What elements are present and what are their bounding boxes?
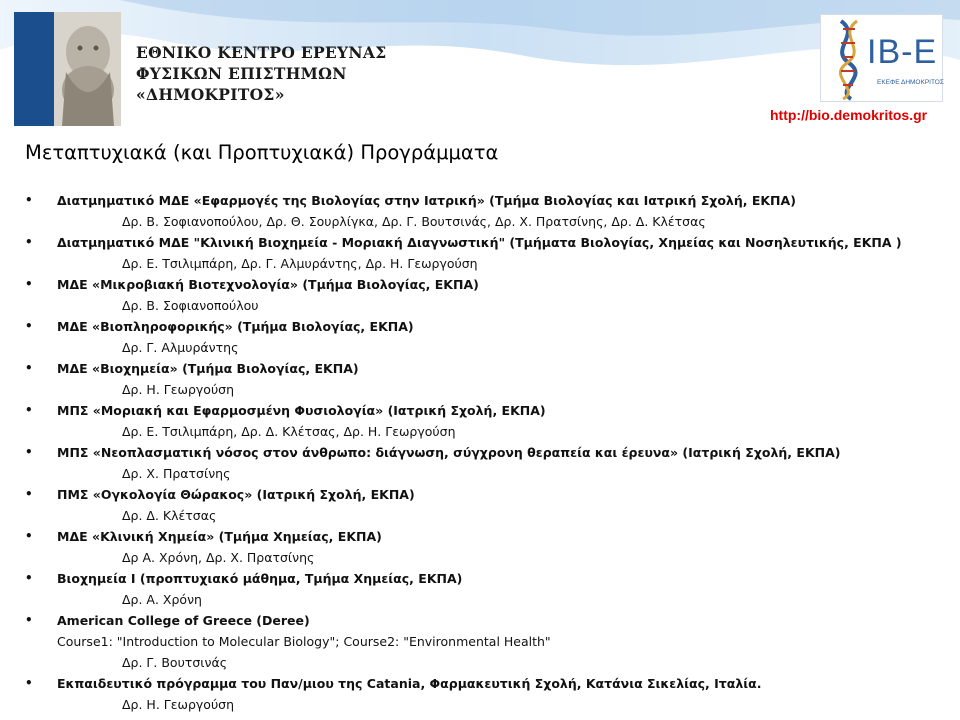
org-line-2: ΦΥΣΙΚΩΝ ΕΠΙΣΤΗΜΩΝ (136, 64, 347, 83)
bullet-icon: • (25, 487, 33, 501)
ibe-logo-subtext: ΕΚΕΦΕ ΔΗΜΟΚΡΙΤΟΣ (877, 79, 944, 86)
program-people: Δρ. Γ. Αλμυράντης (122, 340, 239, 355)
program-item (25, 610, 902, 673)
program-title: Διατμηματικό ΜΔΕ "Κλινική Βιοχημεία - Μοριακή Διαγνωστική" (Τμήματα Βιολογίας, Χημείας και Νοσηλευτικής, ΕΚΠΑ ) (57, 235, 902, 250)
ibe-logo-text: IB-E (867, 33, 938, 71)
program-people: Δρ. Α. Χρόνη (122, 592, 202, 607)
program-title: ΜΠΣ «Μοριακή και Εφαρμοσμένη Φυσιολογία» (Ιατρική Σχολή, ΕΚΠΑ) (57, 403, 546, 418)
program-item (25, 526, 902, 568)
program-title: ΠΜΣ «Ογκολογία Θώρακος» (Ιατρική Σχολή, ΕΚΠΑ) (57, 487, 415, 502)
program-item (25, 190, 902, 232)
bullet-icon: • (25, 403, 33, 417)
bullet-icon: • (25, 529, 33, 543)
bullet-icon: • (25, 193, 33, 207)
program-item (25, 316, 902, 358)
program-title: ΜΔΕ «Βιοχημεία» (Τμήμα Βιολογίας, ΕΚΠΑ) (57, 361, 359, 376)
program-people: Δρ. Β. Σοφιανοπούλου (122, 298, 259, 313)
bullet-icon: • (25, 319, 33, 333)
bullet-icon: • (25, 361, 33, 375)
program-people: Δρ Α. Χρόνη, Δρ. Χ. Πρατσίνης (122, 550, 315, 565)
program-people: Δρ. Γ. Βουτσινάς (122, 655, 228, 670)
program-title: ΜΔΕ «Κλινική Χημεία» (Τμήμα Χημείας, ΕΚΠΑ) (57, 529, 382, 544)
program-item (25, 274, 902, 316)
program-courses: Course1: "Introduction to Molecular Biology"; Course2: "Environmental Health" (57, 634, 551, 649)
program-list (25, 190, 902, 715)
program-item (25, 568, 902, 610)
program-people: Δρ. Β. Σοφιανοπούλου, Δρ. Θ. Σουρλίγκα, Δρ. Γ. Βουτσινάς, Δρ. Χ. Πρατσίνης, Δρ. Δ. Κλέτσας (122, 214, 706, 229)
organization-name (136, 42, 386, 105)
program-item (25, 358, 902, 400)
program-title: ΜΔΕ «Μικροβιακή Βιοτεχνολογία» (Τμήμα Βιολογίας, ΕΚΠΑ) (57, 277, 479, 292)
org-line-3: «ΔΗΜΟΚΡΙΤΟΣ» (136, 85, 285, 104)
program-title: ΜΔΕ «Βιοπληροφορικής» (Τμήμα Βιολογίας, ΕΚΠΑ) (57, 319, 414, 334)
bullet-icon: • (25, 676, 33, 690)
bullet-icon: • (25, 613, 33, 627)
program-item (25, 673, 902, 715)
bullet-icon: • (25, 235, 33, 249)
program-people: Δρ. Η. Γεωργούση (122, 382, 235, 397)
program-people: Δρ. Ε. Τσιλιμπάρη, Δρ. Δ. Κλέτσας, Δρ. Η. Γεωργούση (122, 424, 456, 439)
democritus-bust-icon (14, 12, 121, 126)
org-line-1: ΕΘΝΙΚΟ ΚΕΝΤΡΟ ΕΡΕΥΝΑΣ (136, 43, 387, 62)
bullet-icon: • (25, 277, 33, 291)
program-people: Δρ. Χ. Πρατσίνης (122, 466, 231, 481)
program-item (25, 400, 902, 442)
bullet-icon: • (25, 571, 33, 585)
program-item (25, 232, 902, 274)
website-link[interactable]: http://bio.demokritos.gr (770, 107, 928, 123)
program-people: Δρ. Ε. Τσιλιμπάρη, Δρ. Γ. Αλμυράντης, Δρ. Η. Γεωργούση (122, 256, 478, 271)
program-item (25, 484, 902, 526)
page-title: Μεταπτυχιακά (και Προπτυχιακά) Προγράμματα (25, 141, 499, 164)
program-people: Δρ. Η. Γεωργούση (122, 697, 235, 712)
program-title: Εκπαιδευτικό πρόγραμμα του Παν/μιου της Catania, Φαρμακευτική Σχολή, Κατάνια Σικελίας, Ιταλία. (57, 676, 762, 691)
democritus-logo (14, 12, 121, 126)
program-title: Βιοχημεία Ι (προπτυχιακό μάθημα, Τμήμα Χημείας, ΕΚΠΑ) (57, 571, 463, 586)
ibe-logo (820, 14, 943, 102)
program-item (25, 442, 902, 484)
program-title: Διατμηματικό ΜΔΕ «Εφαρμογές της Βιολογίας στην Ιατρική» (Τμήμα Βιολογίας και Ιατρική Σχολή, ΕΚΠΑ) (57, 193, 796, 208)
program-title: American College of Greece (Deree) (57, 613, 310, 628)
program-people: Δρ. Δ. Κλέτσας (122, 508, 217, 523)
program-title: ΜΠΣ «Νεοπλασματική νόσος στον άνθρωπο: διάγνωση, σύγχρονη θεραπεία και έρευνα» (Ιατρική Σχολή, ΕΚΠΑ) (57, 445, 841, 460)
bullet-icon: • (25, 445, 33, 459)
